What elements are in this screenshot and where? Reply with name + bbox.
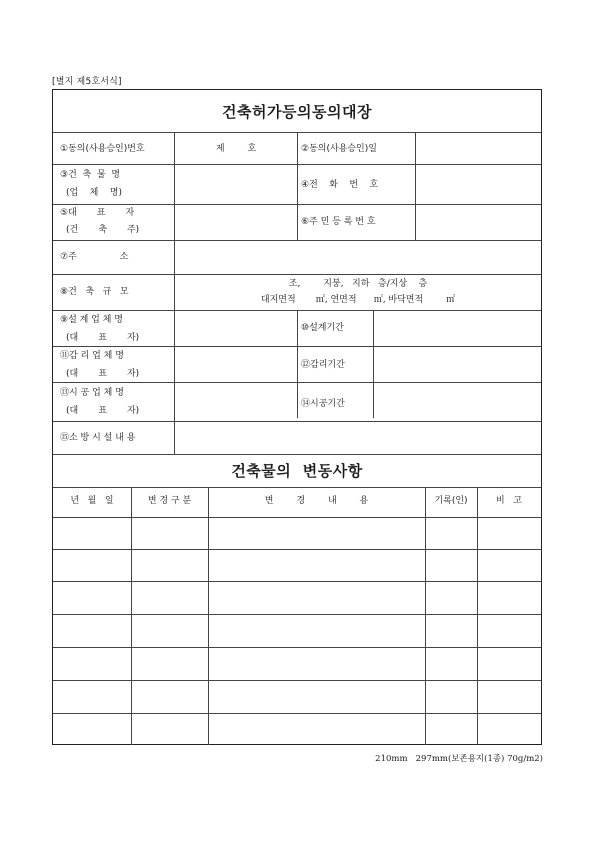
- grid-line: [53, 487, 541, 488]
- building-scale-line1: 조, 지붕, 지하 층/지상 층: [288, 279, 428, 289]
- construction-period-field[interactable]: [374, 383, 540, 420]
- design-period-field[interactable]: [374, 311, 540, 345]
- supervision-firm-sublabel: (대 표 자): [66, 369, 140, 379]
- table-row[interactable]: [53, 714, 541, 744]
- consent-date-field[interactable]: [416, 133, 540, 163]
- representative-label: ⑤대 표 자: [60, 208, 135, 218]
- change-history-title: 건축물의 변동사항: [231, 462, 363, 480]
- column-header-date: 년 월 일: [70, 496, 114, 506]
- supervision-firm-label: ⑪감 리 업 체 명: [60, 351, 124, 361]
- table-row[interactable]: [53, 582, 541, 614]
- design-period-label: ⑩설계기간: [301, 323, 344, 333]
- supervision-firm-field[interactable]: [175, 347, 296, 381]
- phone-number-label: ④전 화 번 호: [301, 180, 379, 190]
- form-title: 건축허가등의동의대장: [222, 103, 372, 121]
- phone-number-field[interactable]: [416, 165, 540, 203]
- consent-number-label: ①동의(사용승인)번호: [60, 144, 145, 154]
- representative-field[interactable]: [175, 205, 296, 239]
- design-firm-field[interactable]: [175, 311, 296, 345]
- consent-number-field[interactable]: 제 호: [215, 144, 257, 154]
- table-row[interactable]: [53, 550, 541, 581]
- grid-line: [53, 274, 541, 275]
- building-scale-line2: 대지면적 ㎡, 연면적 ㎡, 바닥면적 ㎡: [260, 295, 456, 305]
- building-name-field[interactable]: [175, 165, 296, 203]
- column-header-recorder: 기록(인): [434, 496, 468, 506]
- table-row[interactable]: [53, 648, 541, 680]
- supervision-period-field[interactable]: [374, 347, 540, 381]
- representative-sublabel: (건 축 주): [66, 225, 140, 235]
- consent-register-form: [52, 89, 542, 745]
- form-number-label: [별지 제5호서식]: [52, 77, 122, 87]
- building-name-sublabel: (업 체 명): [66, 188, 122, 198]
- fire-facility-label: ⑮소 방 시 설 내 용: [60, 433, 136, 443]
- address-field[interactable]: [175, 241, 540, 273]
- design-firm-label: ⑨설 계 업 체 명: [60, 315, 123, 325]
- address-label: ⑦주 소: [60, 252, 129, 262]
- column-header-change-details: 변 경 내 용: [264, 496, 369, 506]
- grid-line: [53, 454, 541, 455]
- consent-date-label: ②동의(사용승인)일: [301, 144, 377, 154]
- grid-line: [297, 132, 298, 240]
- construction-period-label: ⑭시공기간: [301, 399, 345, 409]
- column-header-remarks: 비 고: [496, 496, 522, 506]
- column-header-change-type: 변 경 구 분: [147, 496, 192, 506]
- construction-firm-field[interactable]: [175, 383, 296, 420]
- resident-number-field[interactable]: [416, 205, 540, 239]
- fire-facility-field[interactable]: [175, 422, 540, 453]
- resident-number-label: ⑥주 민 등 록 번 호: [301, 217, 376, 227]
- paper-spec-note: 210mm 297mm(보존용지(1종) 70g/m2): [375, 754, 543, 764]
- construction-firm-sublabel: (대 표 자): [66, 406, 140, 416]
- table-row[interactable]: [53, 518, 541, 549]
- building-scale-label: ⑧건 축 규 모: [60, 287, 129, 297]
- grid-line: [297, 310, 298, 418]
- building-name-label: ③건 축 물 명: [60, 170, 121, 180]
- table-row[interactable]: [53, 681, 541, 713]
- design-firm-sublabel: (대 표 자): [66, 333, 140, 343]
- table-row[interactable]: [53, 615, 541, 647]
- construction-firm-label: ⑬시 공 업 체 명: [60, 388, 124, 398]
- supervision-period-label: ⑫감리기간: [301, 360, 345, 370]
